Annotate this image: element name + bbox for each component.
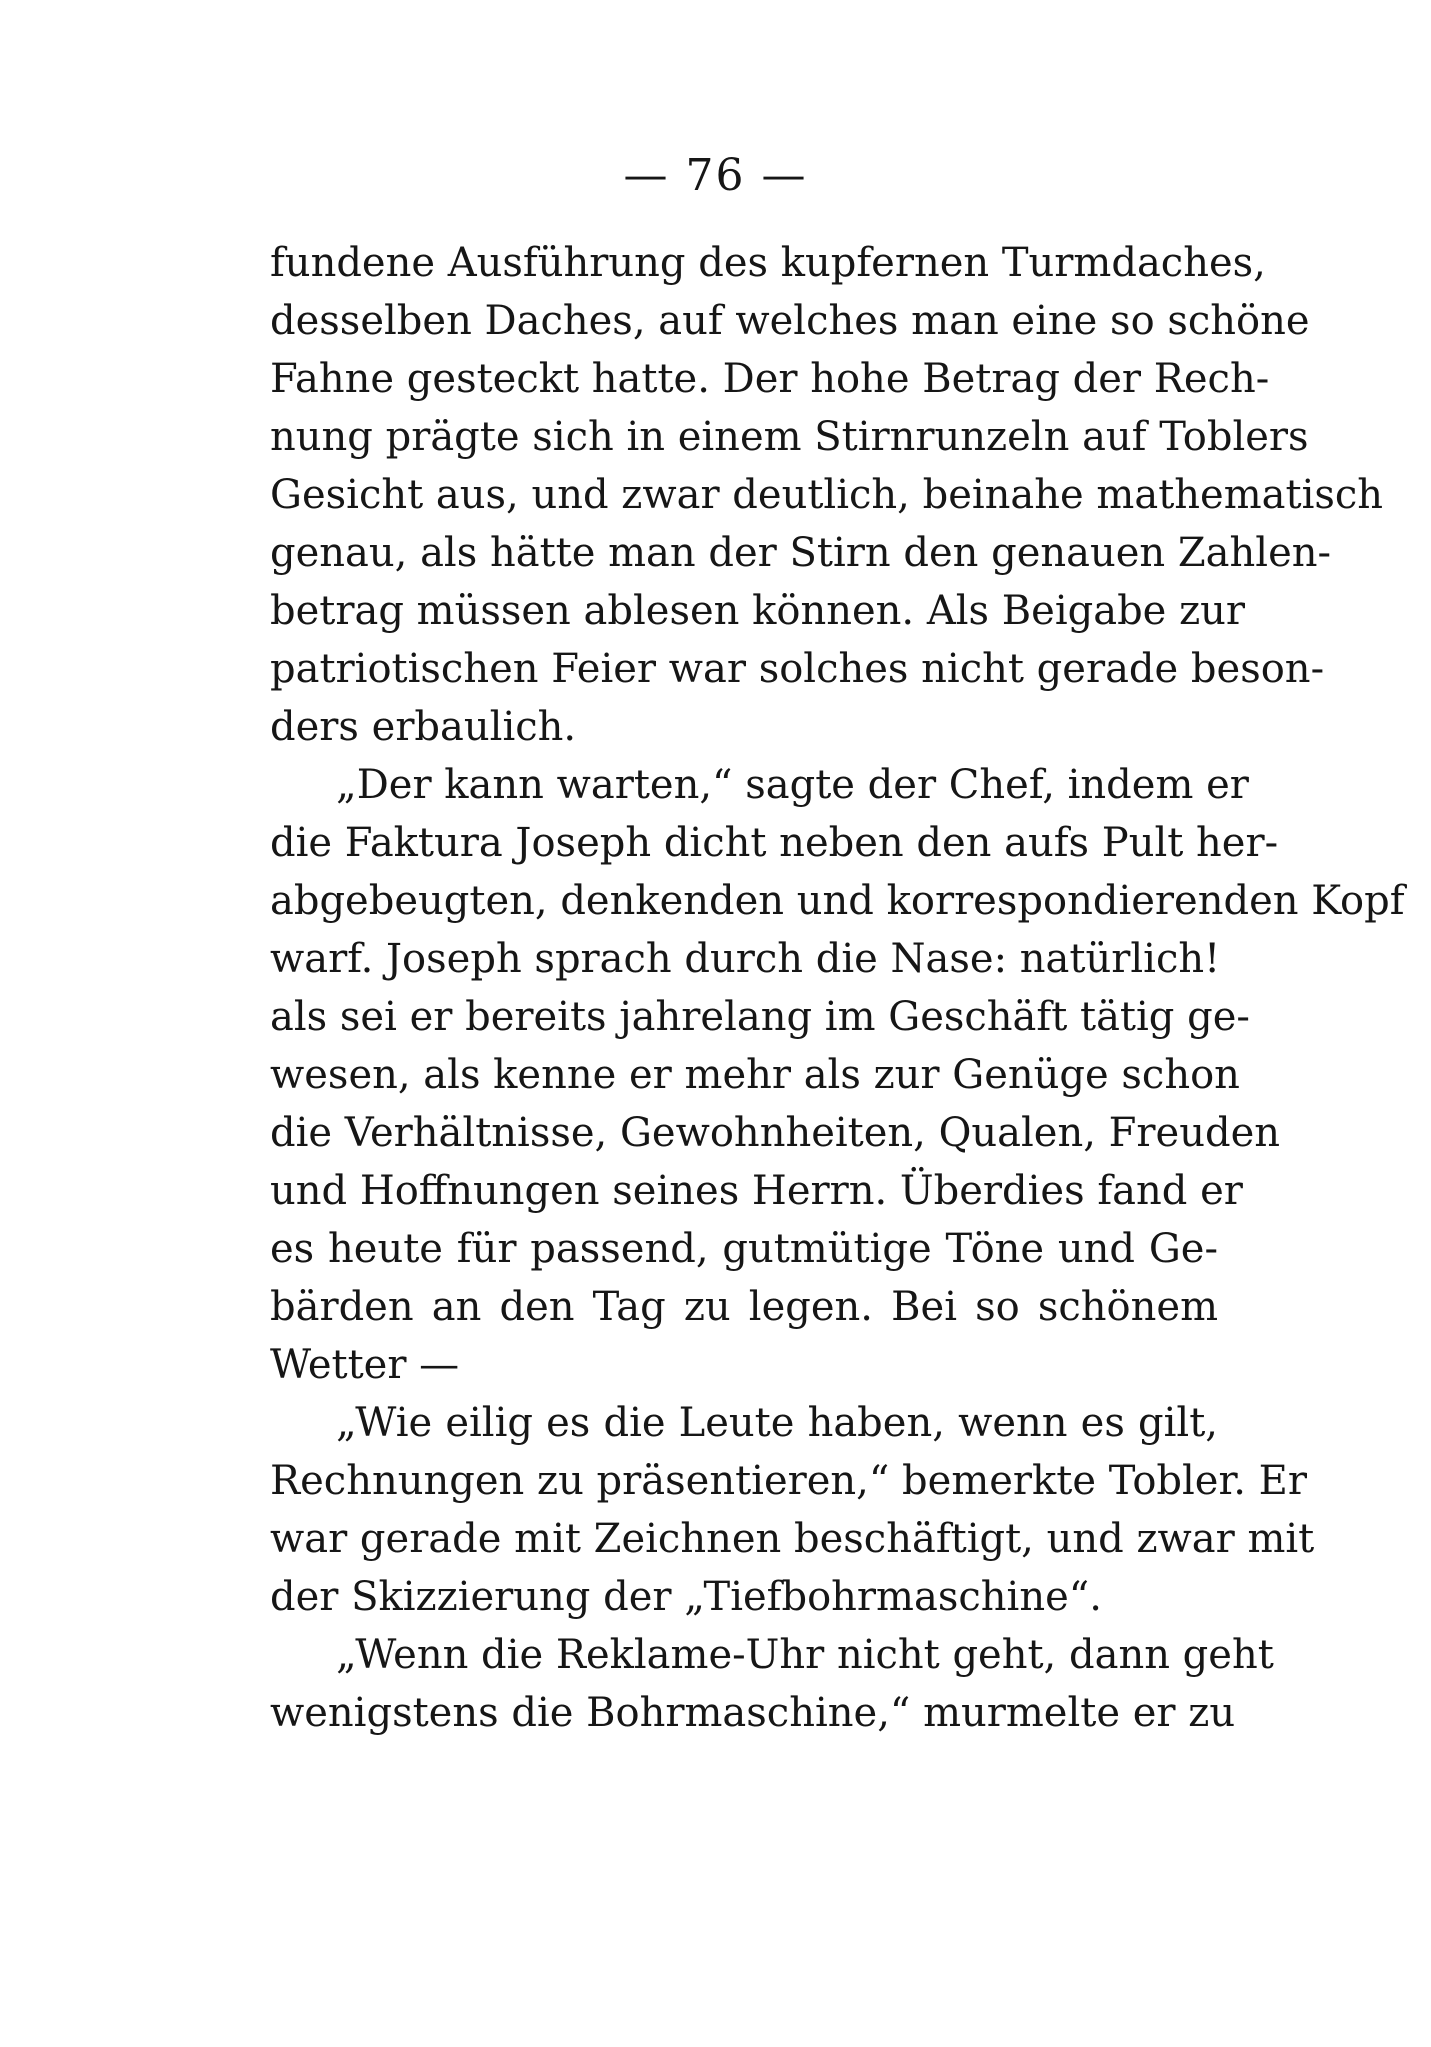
text-line: und Hoffnungen seines Herrn. Überdies fand er bbox=[270, 1168, 1243, 1214]
text-line: „Der kann warten,“ sagte der Chef, indem er bbox=[336, 762, 1249, 808]
page-number: — 76 — bbox=[623, 150, 808, 201]
text-line: der Skizzierung der „Tiefbohrmaschine“. bbox=[270, 1574, 1102, 1620]
text-line: Gesicht aus, und zwar deutlich, beinahe mathematisch bbox=[270, 472, 1384, 518]
text-line: patriotischen Feier war solches nicht gerade beson- bbox=[270, 646, 1325, 692]
text-line: war gerade mit Zeichnen beschäftigt, und zwar mit bbox=[270, 1516, 1315, 1562]
text-line: „Wie eilig es die Leute haben, wenn es gilt, bbox=[336, 1400, 1218, 1446]
text-line: wesen, als kenne er mehr als zur Genüge schon bbox=[270, 1052, 1240, 1098]
text-line: Rechnungen zu präsentieren,“ bemerkte Tobler. Er bbox=[270, 1458, 1307, 1504]
text-line: „Wenn die Reklame-Uhr nicht geht, dann geht bbox=[336, 1632, 1274, 1678]
text-line: es heute für passend, gutmütige Töne und Ge- bbox=[270, 1226, 1218, 1272]
text-line: genau, als hätte man der Stirn den genauen Zahlen- bbox=[270, 530, 1332, 576]
text-line: die Verhältnisse, Gewohnheiten, Qualen, Freuden bbox=[270, 1110, 1281, 1156]
text-line: die Faktura Joseph dicht neben den aufs Pult her- bbox=[270, 820, 1279, 866]
text-line: abgebeugten, denkenden und korrespondierenden Kopf bbox=[270, 878, 1405, 924]
text-line: bärden an den Tag zu legen. Bei so schönem bbox=[270, 1284, 1218, 1330]
text-line: wenigstens die Bohrmaschine,“ murmelte er zu bbox=[270, 1690, 1236, 1736]
text-line: betrag müssen ablesen können. Als Beigabe zur bbox=[270, 588, 1246, 634]
text-line: Fahne gesteckt hatte. Der hohe Betrag der Rech- bbox=[270, 356, 1270, 402]
text-line: Wetter — bbox=[270, 1342, 460, 1388]
text-line: ders erbaulich. bbox=[270, 704, 577, 750]
text-line: nung prägte sich in einem Stirnrunzeln auf Toblers bbox=[270, 414, 1309, 460]
text-line: fundene Ausführung des kupfernen Turmdaches, bbox=[270, 240, 1266, 286]
text-line: als sei er bereits jahrelang im Geschäft tätig ge- bbox=[270, 994, 1250, 1040]
text-line: warf. Joseph sprach durch die Nase: natürlich! bbox=[270, 936, 1221, 982]
body-text bbox=[270, 234, 1405, 1742]
text-line: desselben Daches, auf welches man eine so schöne bbox=[270, 298, 1310, 344]
